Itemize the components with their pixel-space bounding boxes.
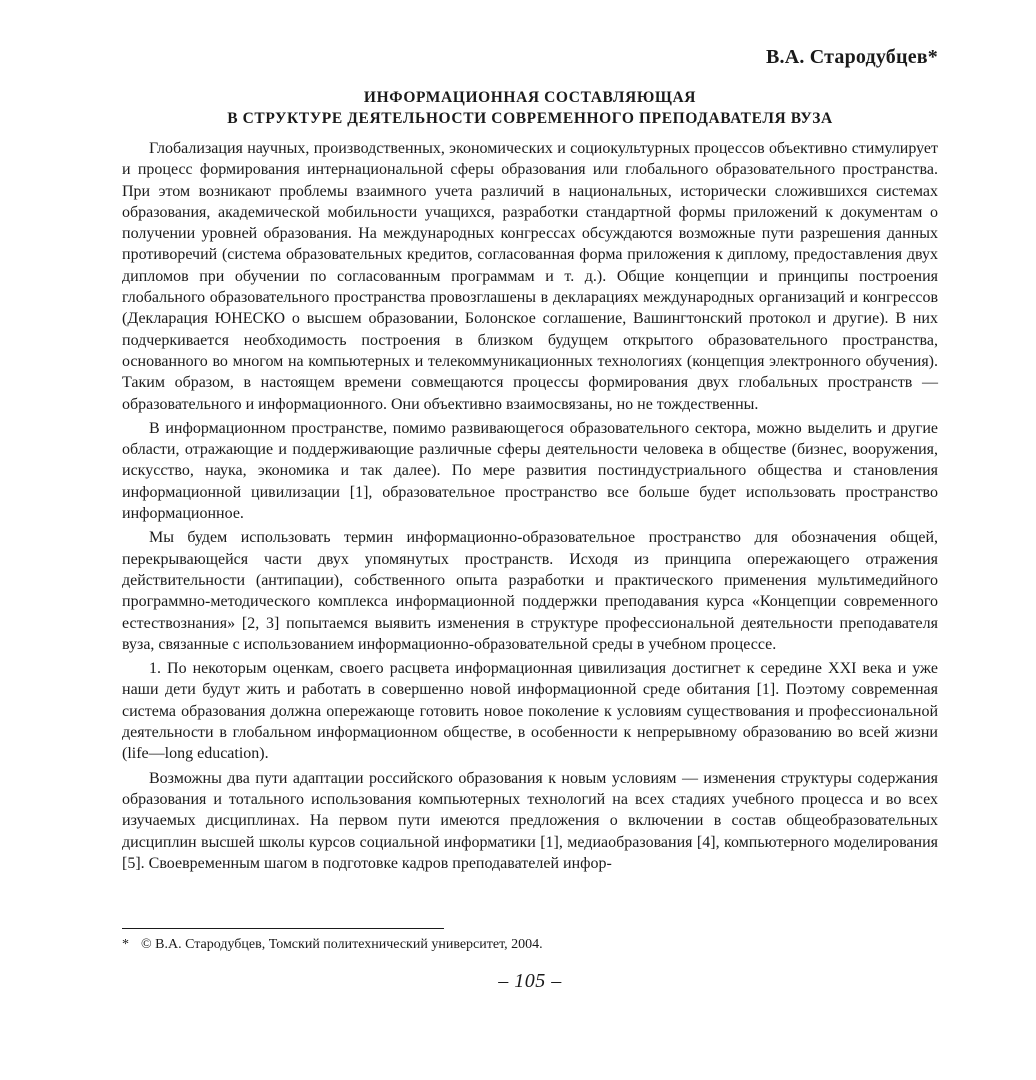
paragraph-3: Мы будем использовать термин информационно-образовательное пространство для обозначения общей, перекрывающейся части двух упомянутых пространств. Исходя из принципа опережающего отражения действительности (антипации), собственного опыта разработки и практического применения мультимедийного программно-методического комплекса информационной поддержки преподавания курса «Концепции современного естествознания» [2, 3] попытаемся выявить изменения в структуре профессиональной деятельности преподавателя вуза, связанные с использованием информационно-образовательной среды в учебном процессе. [122, 529, 938, 653]
footnote-mark: * [122, 937, 129, 952]
document-page [122, 0, 938, 1080]
article-title [122, 87, 938, 129]
page-number: – 105 – [498, 970, 562, 992]
footnote-divider [122, 928, 444, 929]
footnote-text: © В.А. Стародубцев, Томский политехнический университет, 2004. [141, 937, 543, 952]
paragraph-5: Возможны два пути адаптации российского образования к новым условиям — изменения структуры содержания образования и тотального использования компьютерных технологий на всех стадиях учебного процесса и во всех изучаемых дисциплинах. На первом пути имеются предложения о включении в состав общеобразовательных дисциплин высшей школы курсов социальной информатики [1], медиаобразования [4], компьютерного моделирования [5]. Своевременным шагом в подготовке кадров преподавателей инфор- [122, 769, 938, 872]
paragraph-2: В информационном пространстве, помимо развивающегося образовательного сектора, можно выделить и другие области, отражающие и поддерживающие различные сферы деятельности человека в обществе (бизнес, вооружения, искусство, наука, экономика и так далее). По мере развития постиндустриального общества и становления информационной цивилизации [1], образовательное пространство все больше будет использовать пространство информационное. [122, 419, 938, 523]
title-line-1: ИНФОРМАЦИОННАЯ СОСТАВЛЯЮЩАЯ [363, 89, 697, 106]
title-line-2: В СТРУКТУРЕ ДЕЯТЕЛЬНОСТИ СОВРЕМЕННОГО ПРЕПОДАВАТЕЛЯ ВУЗА [227, 110, 833, 127]
footnote [122, 936, 543, 954]
paragraph-4: 1. По некоторым оценкам, своего расцвета информационная цивилизация достигнет к середине XXI века и уже наши дети будут жить и работать в совершенно новой информационной среде обитания [1]. Поэтому современная система образования должна опережающе готовить новое поколение к условиям существования и профессиональной деятельности в глобальном информационном обществе, в особенности к непрерывному образованию во всей жизни (life—long education). [122, 660, 938, 763]
article-body [122, 138, 938, 877]
author-name: В.А. Стародубцев* [765, 46, 938, 68]
paragraph-1: Глобализация научных, производственных, экономических и социокультурных процессов объективно стимулирует и процесс формирования интернациональной сферы образования или глобального образовательного пространства. При этом возникают проблемы взаимного учета различий в национальных, исторически сложившихся системах образования, академической мобильности учащихся, разработки стандартной формы приложений к документам о получении уровней образования. На международных конгрессах обсуждаются возможные пути разрешения данных противоречий (система образовательных кредитов, согласованная форма приложения к диплому, предоставления двух дипломов при обучении по согласованным программам и т. д.). Общие концепции и принципы построения глобального образовательного пространства провозглашены в декларациях международных организаций и конгрессов (Декларация ЮНЕСКО о высшем образовании, Болонское соглашение, Вашингтонский протокол и другие). В них подчеркивается необходимость построения в близком будущем открытого образовательного пространства, основанного во многом на компьютерных и телекоммуникационных технологиях (концепция электронного обучения). Таким образом, в настоящем времени совмещаются процессы формирования двух глобальных пространств — образовательного и информационного. Они объективно взаимосвязаны, но не тождественны. [122, 140, 938, 413]
